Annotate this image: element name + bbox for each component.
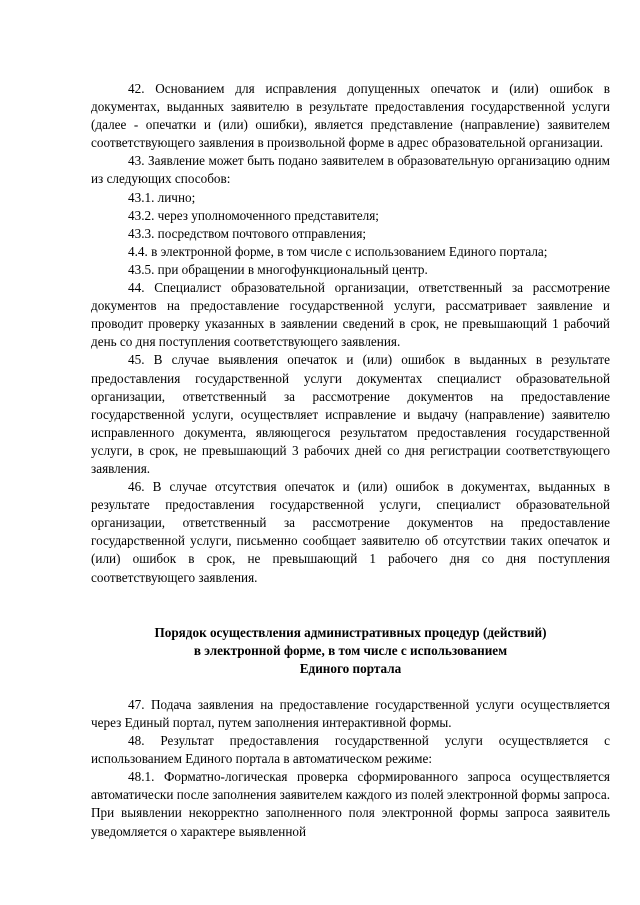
document-page	[91, 80, 610, 841]
paragraph-48-1: 48.1. Форматно-логическая проверка сформированного запроса осуществляется автоматически после заполнения заявителем каждого из полей электронной формы запроса. При выявлении некорректно заполненного поля электронной формы запроса заявитель уведомляется о характере выявленной	[91, 769, 610, 839]
paragraph-46: 46. В случае отсутствия опечаток и (или) ошибок в документах, выданных в результате предоставления государственной услуги, специалист образовательной организации, ответственный за рассмотрение документов на предоставление государственной услуги, письменно сообщает заявителю об отсутствии таких опечаток и (или) ошибок в срок, не превышающий 1 рабочего дня со дня поступления соответствующего заявления.	[91, 479, 610, 585]
section-heading-line-3: Единого портала	[299, 660, 402, 676]
section-heading-line-2: в электронной форме, в том числе с использованием	[193, 642, 508, 658]
section-heading-line-1: Порядок осуществления административных процедур (действий)	[154, 624, 547, 640]
paragraph-43-1: 43.1. лично;	[128, 189, 196, 205]
paragraph-43-2: 43.2. через уполномоченного представителя;	[128, 207, 379, 223]
paragraph-45: 45. В случае выявления опечаток и (или) ошибок в выданных в результате предоставления государственной услуги документах специалист образовательной организации, ответственный за рассмотрение документов на предоставление государственной услуги, осуществляет исправление и выдачу (направление) заявителю исправленного документа, являющегося результатом предоставления государственной услуги, в срок, не превышающий 3 рабочих дней со дня регистрации соответствующего заявления.	[91, 352, 610, 476]
spacer	[91, 678, 610, 696]
section-heading	[91, 624, 610, 678]
paragraph-47: 47. Подача заявления на предоставление государственной услуги осуществляется через Единый портал, путем заполнения интерактивной формы.	[91, 696, 610, 730]
paragraph-43-5: 43.5. при обращении в многофункциональный центр.	[128, 261, 428, 277]
paragraph-42: 42. Основанием для исправления допущенных опечаток и (или) ошибок в документах, выданных заявителю в результате предоставления государственной услуги (далее - опечатки и (или) ошибки), является представление (направление) заявителем соответствующего заявления в произвольной форме в адрес образовательной организации.	[91, 81, 610, 151]
paragraph-48: 48. Результат предоставления государственной услуги осуществляется с использованием Единого портала в автоматическом режиме:	[91, 733, 610, 767]
paragraph-43: 43. Заявление может быть подано заявителем в образовательную организацию одним из следующих способов:	[91, 153, 610, 187]
paragraph-44: 44. Специалист образовательной организации, ответственный за рассмотрение документов на предоставление государственной услуги, рассматривает заявление и проводит проверку указанных в заявлении сведений в срок, не превышающий 1 рабочий день со дня поступления соответствующего заявления.	[91, 280, 610, 350]
paragraph-4-4: 4.4. в электронной форме, в том числе с использованием Единого портала;	[128, 243, 548, 259]
paragraph-43-3: 43.3. посредством почтового отправления;	[128, 225, 367, 241]
